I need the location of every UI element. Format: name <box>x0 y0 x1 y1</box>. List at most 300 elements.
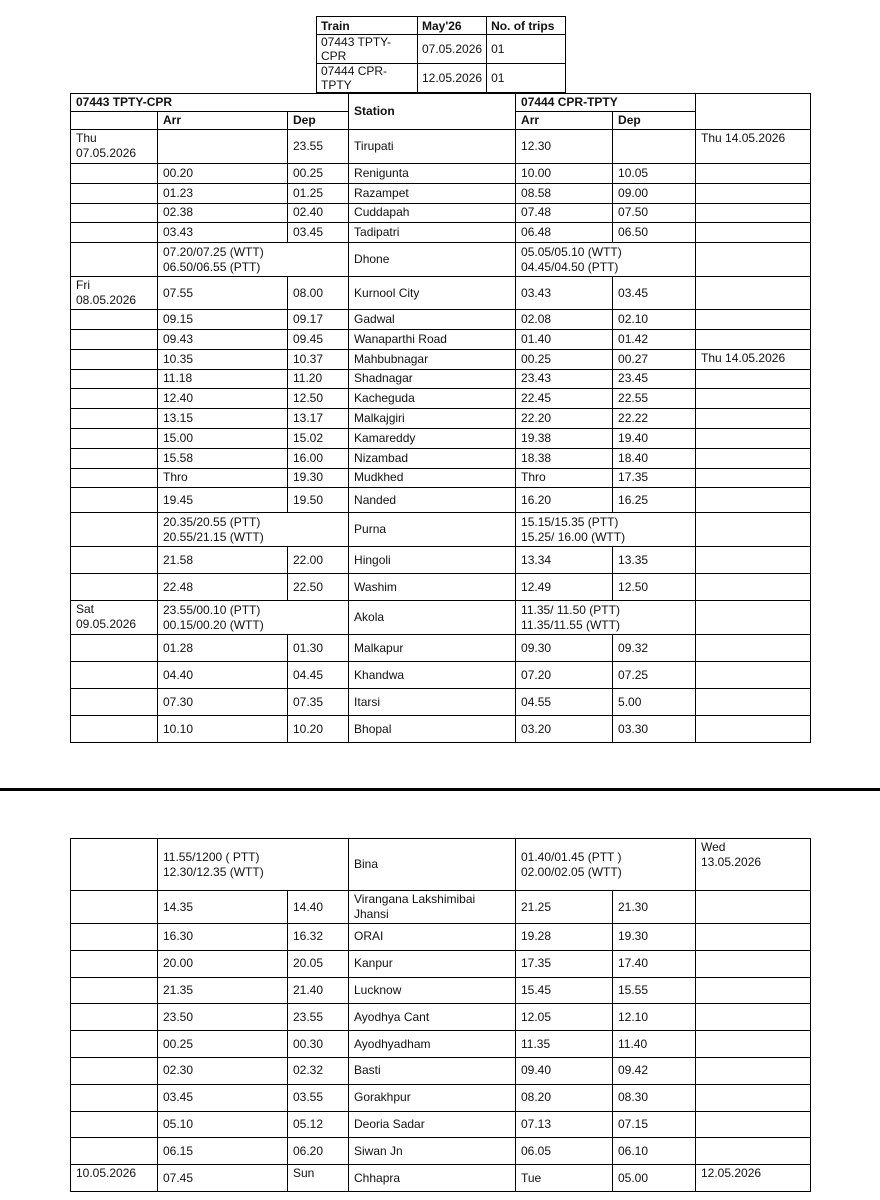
down-dep-cell: 22.55 <box>613 389 696 409</box>
up-dep-cell: 08.00 <box>288 277 349 310</box>
up-arr-cell: 02.38 <box>158 203 288 223</box>
down-arr-cell: 08.20 <box>516 1084 613 1111</box>
timetable-row <box>71 488 811 513</box>
down-dep-cell: 03.30 <box>613 716 696 743</box>
up-day-cell <box>71 689 158 716</box>
down-day-cell <box>696 448 811 468</box>
up-dep-cell: 11.20 <box>288 369 349 389</box>
down-day-cell <box>696 468 811 488</box>
down-day-cell <box>696 389 811 409</box>
station-cell: Chhapra <box>349 1165 516 1192</box>
up-dep-cell: 09.45 <box>288 329 349 349</box>
up-dep-cell: 02.32 <box>288 1057 349 1084</box>
station-cell: Siwan Jn <box>349 1138 516 1165</box>
station-cell: Lucknow <box>349 977 516 1004</box>
up-dep-cell: 19.50 <box>288 488 349 513</box>
down-day-cell <box>696 1138 811 1165</box>
up-day-cell: Sat 09.05.2026 <box>71 601 158 635</box>
up-day-cell <box>71 1057 158 1084</box>
up-dep-cell: 10.37 <box>288 349 349 369</box>
timetable-row <box>71 223 811 243</box>
up-day-cell <box>71 635 158 662</box>
up-arr-cell: 20.35/20.55 (PTT) 20.55/21.15 (WTT) <box>158 513 349 547</box>
up-day-cell <box>71 1004 158 1031</box>
summary-table <box>316 16 566 93</box>
up-day-cell <box>71 409 158 429</box>
up-arr-cell: 07.55 <box>158 277 288 310</box>
up-day-cell <box>71 513 158 547</box>
up-arr-cell: 10.35 <box>158 349 288 369</box>
station-cell: Deoria Sadar <box>349 1111 516 1138</box>
up-dep-cell: 00.25 <box>288 164 349 184</box>
timetable-row <box>71 574 811 601</box>
station-cell: Bina <box>349 839 516 891</box>
timetable-row <box>71 1138 811 1165</box>
down-arr-header: Arr <box>516 112 613 130</box>
timetable-row <box>71 977 811 1004</box>
down-arr-cell: 10.00 <box>516 164 613 184</box>
down-dep-cell: 05.00 <box>613 1165 696 1192</box>
up-arr-cell: Thro <box>158 468 288 488</box>
up-arr-cell: 15.00 <box>158 428 288 448</box>
down-arr-cell: 17.35 <box>516 950 613 977</box>
down-day-cell <box>696 891 811 924</box>
down-dep-cell: 09.42 <box>613 1057 696 1084</box>
up-dep-cell: 07.35 <box>288 689 349 716</box>
up-dep-cell: 15.02 <box>288 428 349 448</box>
up-dep-header: Dep <box>288 112 349 130</box>
up-arr-cell: 00.20 <box>158 164 288 184</box>
up-day-cell <box>71 243 158 277</box>
down-arr-cell: 22.45 <box>516 389 613 409</box>
down-day-cell <box>696 1057 811 1084</box>
up-day-cell: 10.05.2026 <box>71 1165 158 1192</box>
up-arr-cell: 00.25 <box>158 1031 288 1058</box>
down-arr-cell: 06.48 <box>516 223 613 243</box>
down-day-cell <box>696 601 811 635</box>
up-arr-cell <box>158 130 288 164</box>
down-arr-cell: Tue <box>516 1165 613 1192</box>
up-dep-cell: 22.50 <box>288 574 349 601</box>
station-cell: Ayodhya Cant <box>349 1004 516 1031</box>
up-day-cell <box>71 1138 158 1165</box>
timetable-row <box>71 277 811 310</box>
up-day-cell <box>71 468 158 488</box>
station-cell: Mahbubnagar <box>349 349 516 369</box>
up-dep-cell: 06.20 <box>288 1138 349 1165</box>
up-day-cell <box>71 428 158 448</box>
summary-trips: 01 <box>487 64 566 93</box>
station-cell: Dhone <box>349 243 516 277</box>
station-cell: Kamareddy <box>349 428 516 448</box>
up-dep-cell: 16.32 <box>288 924 349 951</box>
station-cell: Nanded <box>349 488 516 513</box>
station-cell: Wanaparthi Road <box>349 329 516 349</box>
down-arr-cell: 19.38 <box>516 428 613 448</box>
timetable-row <box>71 369 811 389</box>
down-day-cell <box>696 329 811 349</box>
down-arr-cell: 07.48 <box>516 203 613 223</box>
station-cell: Malkapur <box>349 635 516 662</box>
down-arr-cell: 21.25 <box>516 891 613 924</box>
up-day-cell: Fri 08.05.2026 <box>71 277 158 310</box>
timetable-row <box>71 635 811 662</box>
up-arr-cell: 02.30 <box>158 1057 288 1084</box>
timetable-row <box>71 1111 811 1138</box>
timetable-row <box>71 924 811 951</box>
up-dep-cell: 21.40 <box>288 977 349 1004</box>
timetable-row <box>71 662 811 689</box>
up-dep-cell: 01.30 <box>288 635 349 662</box>
down-day-cell <box>696 547 811 574</box>
up-day-header <box>71 112 158 130</box>
timetable-row <box>71 891 811 924</box>
down-arr-cell: 01.40/01.45 (PTT ) 02.00/02.05 (WTT) <box>516 839 696 891</box>
up-arr-cell: 12.40 <box>158 389 288 409</box>
down-day-cell <box>696 428 811 448</box>
down-dep-cell: 10.05 <box>613 164 696 184</box>
down-arr-cell: 12.30 <box>516 130 613 164</box>
up-dep-cell: 20.05 <box>288 950 349 977</box>
up-arr-cell: 01.23 <box>158 183 288 203</box>
timetable-row <box>71 164 811 184</box>
down-day-cell <box>696 183 811 203</box>
station-cell: Tadipatri <box>349 223 516 243</box>
up-arr-cell: 07.20/07.25 (WTT) 06.50/06.55 (PTT) <box>158 243 349 277</box>
down-day-cell: Wed 13.05.2026 <box>696 839 811 891</box>
up-arr-cell: 11.55/1200 ( PTT) 12.30/12.35 (WTT) <box>158 839 349 891</box>
timetable-row <box>71 689 811 716</box>
summary-date: 07.05.2026 <box>418 35 487 64</box>
up-day-cell <box>71 1084 158 1111</box>
down-dep-cell: 12.50 <box>613 574 696 601</box>
up-dep-cell: 09.17 <box>288 310 349 330</box>
summary-header-train: Train <box>317 17 418 35</box>
page-separator <box>0 788 880 791</box>
down-day-cell <box>696 716 811 743</box>
down-day-cell: Thu 14.05.2026 <box>696 130 811 164</box>
station-cell: Bhopal <box>349 716 516 743</box>
down-dep-cell: 06.50 <box>613 223 696 243</box>
up-arr-cell: 03.45 <box>158 1084 288 1111</box>
down-arr-cell: 04.55 <box>516 689 613 716</box>
up-dep-cell: 14.40 <box>288 891 349 924</box>
down-dep-cell: 09.00 <box>613 183 696 203</box>
up-arr-cell: 05.10 <box>158 1111 288 1138</box>
up-arr-cell: 15.58 <box>158 448 288 468</box>
down-dep-cell: 15.55 <box>613 977 696 1004</box>
up-day-cell <box>71 389 158 409</box>
up-arr-cell: 14.35 <box>158 891 288 924</box>
up-arr-cell: 07.45 <box>158 1165 288 1192</box>
down-day-cell <box>696 513 811 547</box>
station-cell: Tirupati <box>349 130 516 164</box>
summary-header-month: May'26 <box>418 17 487 35</box>
up-dep-cell: 19.30 <box>288 468 349 488</box>
up-dep-cell: 01.25 <box>288 183 349 203</box>
timetable-row <box>71 1165 811 1192</box>
down-arr-cell: 06.05 <box>516 1138 613 1165</box>
station-cell: ORAI <box>349 924 516 951</box>
down-arr-cell: 02.08 <box>516 310 613 330</box>
up-day-cell <box>71 891 158 924</box>
down-arr-cell: 09.30 <box>516 635 613 662</box>
down-dep-header: Dep <box>613 112 696 130</box>
down-day-cell <box>696 689 811 716</box>
station-cell: Washim <box>349 574 516 601</box>
up-day-cell <box>71 448 158 468</box>
up-arr-cell: 04.40 <box>158 662 288 689</box>
down-dep-cell: 19.40 <box>613 428 696 448</box>
summary-header-trips: No. of trips <box>487 17 566 35</box>
timetable-row <box>71 547 811 574</box>
up-arr-cell: 23.55/00.10 (PTT) 00.15/00.20 (WTT) <box>158 601 349 635</box>
up-dep-cell: 00.30 <box>288 1031 349 1058</box>
down-arr-cell: 07.20 <box>516 662 613 689</box>
up-dep-cell: 02.40 <box>288 203 349 223</box>
station-cell: Basti <box>349 1057 516 1084</box>
station-cell: Itarsi <box>349 689 516 716</box>
down-arr-cell: 05.05/05.10 (WTT) 04.45/04.50 (PTT) <box>516 243 696 277</box>
station-cell: Nizambad <box>349 448 516 468</box>
up-dep-cell: 23.55 <box>288 1004 349 1031</box>
summary-train: 07444 CPR-TPTY <box>317 64 418 93</box>
down-dep-cell: 23.45 <box>613 369 696 389</box>
down-day-cell <box>696 950 811 977</box>
down-arr-cell: 18.38 <box>516 448 613 468</box>
down-arr-cell: 22.20 <box>516 409 613 429</box>
down-dep-cell: 17.35 <box>613 468 696 488</box>
station-cell: Ayodhyadham <box>349 1031 516 1058</box>
station-cell: Razampet <box>349 183 516 203</box>
up-day-cell <box>71 488 158 513</box>
timetable-row <box>71 839 811 891</box>
station-cell: Hingoli <box>349 547 516 574</box>
summary-row <box>317 35 566 64</box>
up-day-cell <box>71 547 158 574</box>
up-arr-cell: 10.10 <box>158 716 288 743</box>
down-day-cell <box>696 924 811 951</box>
up-arr-cell: 19.45 <box>158 488 288 513</box>
timetable-row <box>71 203 811 223</box>
up-dep-cell: 22.00 <box>288 547 349 574</box>
down-dep-cell: 16.25 <box>613 488 696 513</box>
down-dep-cell: 02.10 <box>613 310 696 330</box>
down-day-cell: Thu 14.05.2026 <box>696 349 811 369</box>
up-dep-cell: 05.12 <box>288 1111 349 1138</box>
station-cell: Mudkhed <box>349 468 516 488</box>
down-arr-cell: 03.20 <box>516 716 613 743</box>
up-day-cell <box>71 369 158 389</box>
up-arr-cell: 11.18 <box>158 369 288 389</box>
up-dep-cell: Sun <box>288 1165 349 1192</box>
down-dep-cell: 09.32 <box>613 635 696 662</box>
down-day-cell <box>696 1004 811 1031</box>
up-arr-header: Arr <box>158 112 288 130</box>
down-day-cell <box>696 310 811 330</box>
up-arr-cell: 07.30 <box>158 689 288 716</box>
station-cell: Kanpur <box>349 950 516 977</box>
timetable-row <box>71 243 811 277</box>
timetable-row <box>71 601 811 635</box>
down-day-cell <box>696 1084 811 1111</box>
down-dep-cell: 12.10 <box>613 1004 696 1031</box>
station-cell: Akola <box>349 601 516 635</box>
timetable-row <box>71 428 811 448</box>
down-arr-cell: 03.43 <box>516 277 613 310</box>
down-dep-cell: 07.25 <box>613 662 696 689</box>
timetable-row <box>71 183 811 203</box>
timetable-row <box>71 349 811 369</box>
down-day-cell <box>696 977 811 1004</box>
down-day-cell <box>696 574 811 601</box>
up-arr-cell: 22.48 <box>158 574 288 601</box>
down-day-cell <box>696 277 811 310</box>
down-train-name: 07444 CPR-TPTY <box>516 94 696 112</box>
station-cell: Gadwal <box>349 310 516 330</box>
down-dep-cell: 18.40 <box>613 448 696 468</box>
up-arr-cell: 20.00 <box>158 950 288 977</box>
timetable-row <box>71 1004 811 1031</box>
down-dep-cell: 11.40 <box>613 1031 696 1058</box>
down-arr-cell: 23.43 <box>516 369 613 389</box>
down-arr-cell: 11.35 <box>516 1031 613 1058</box>
down-dep-cell: 06.10 <box>613 1138 696 1165</box>
down-arr-cell: 12.05 <box>516 1004 613 1031</box>
down-arr-cell: 12.49 <box>516 574 613 601</box>
down-day-cell <box>696 223 811 243</box>
station-column-header: Station <box>349 94 516 130</box>
up-dep-cell: 10.20 <box>288 716 349 743</box>
down-dep-cell: 13.35 <box>613 547 696 574</box>
down-day-cell <box>696 203 811 223</box>
up-day-cell <box>71 662 158 689</box>
down-day-cell <box>696 369 811 389</box>
up-arr-cell: 01.28 <box>158 635 288 662</box>
timetable-row <box>71 1084 811 1111</box>
up-train-name: 07443 TPTY-CPR <box>71 94 349 112</box>
station-cell: Purna <box>349 513 516 547</box>
station-cell: Cuddapah <box>349 203 516 223</box>
up-day-cell <box>71 977 158 1004</box>
timetable-row <box>71 468 811 488</box>
timetable-row <box>71 310 811 330</box>
up-day-cell <box>71 1031 158 1058</box>
down-day-cell <box>696 164 811 184</box>
up-day-cell <box>71 924 158 951</box>
down-arr-cell: 19.28 <box>516 924 613 951</box>
up-day-cell <box>71 329 158 349</box>
up-day-cell: Thu 07.05.2026 <box>71 130 158 164</box>
timetable-row <box>71 950 811 977</box>
timetable-row <box>71 389 811 409</box>
up-dep-cell: 03.45 <box>288 223 349 243</box>
down-arr-cell: 15.45 <box>516 977 613 1004</box>
timetable-train-header-row <box>71 94 811 112</box>
down-dep-cell: 22.22 <box>613 409 696 429</box>
down-day-header <box>696 94 811 130</box>
station-cell: Kurnool City <box>349 277 516 310</box>
timetable-row <box>71 130 811 164</box>
down-day-cell: 12.05.2026 <box>696 1165 811 1192</box>
up-arr-cell: 06.15 <box>158 1138 288 1165</box>
down-day-cell <box>696 1031 811 1058</box>
up-day-cell <box>71 716 158 743</box>
timetable-row <box>71 329 811 349</box>
up-arr-cell: 23.50 <box>158 1004 288 1031</box>
up-dep-cell: 04.45 <box>288 662 349 689</box>
station-cell: Kacheguda <box>349 389 516 409</box>
down-arr-cell: 13.34 <box>516 547 613 574</box>
up-day-cell <box>71 183 158 203</box>
down-dep-cell <box>613 130 696 164</box>
down-dep-cell: 07.50 <box>613 203 696 223</box>
down-arr-cell: 09.40 <box>516 1057 613 1084</box>
timetable-part-1 <box>70 93 811 743</box>
up-day-cell <box>71 203 158 223</box>
down-day-cell <box>696 488 811 513</box>
down-day-cell <box>696 1111 811 1138</box>
down-arr-cell: 01.40 <box>516 329 613 349</box>
down-arr-cell: 16.20 <box>516 488 613 513</box>
timetable-row <box>71 513 811 547</box>
station-cell: Khandwa <box>349 662 516 689</box>
up-arr-cell: 13.15 <box>158 409 288 429</box>
up-day-cell <box>71 310 158 330</box>
timetable-row <box>71 716 811 743</box>
down-dep-cell: 5.00 <box>613 689 696 716</box>
down-day-cell <box>696 635 811 662</box>
down-dep-cell: 19.30 <box>613 924 696 951</box>
up-dep-cell: 13.17 <box>288 409 349 429</box>
station-cell: Malkajgiri <box>349 409 516 429</box>
summary-header-row <box>317 17 566 35</box>
down-dep-cell: 03.45 <box>613 277 696 310</box>
up-day-cell <box>71 839 158 891</box>
up-arr-cell: 16.30 <box>158 924 288 951</box>
down-dep-cell: 00.27 <box>613 349 696 369</box>
down-dep-cell: 01.42 <box>613 329 696 349</box>
down-arr-cell: Thro <box>516 468 613 488</box>
down-arr-cell: 07.13 <box>516 1111 613 1138</box>
summary-date: 12.05.2026 <box>418 64 487 93</box>
up-day-cell <box>71 223 158 243</box>
down-day-cell <box>696 243 811 277</box>
up-dep-cell: 23.55 <box>288 130 349 164</box>
up-day-cell <box>71 164 158 184</box>
up-day-cell <box>71 574 158 601</box>
down-day-cell <box>696 409 811 429</box>
down-arr-cell: 08.58 <box>516 183 613 203</box>
down-day-cell <box>696 662 811 689</box>
up-day-cell <box>71 950 158 977</box>
station-cell: Renigunta <box>349 164 516 184</box>
down-arr-cell: 15.15/15.35 (PTT) 15.25/ 16.00 (WTT) <box>516 513 696 547</box>
up-arr-cell: 03.43 <box>158 223 288 243</box>
timetable-part-2 <box>70 838 811 1192</box>
summary-row <box>317 64 566 93</box>
up-dep-cell: 16.00 <box>288 448 349 468</box>
down-arr-cell: 11.35/ 11.50 (PTT) 11.35/11.55 (WTT) <box>516 601 696 635</box>
up-dep-cell: 03.55 <box>288 1084 349 1111</box>
timetable-row <box>71 448 811 468</box>
down-dep-cell: 08.30 <box>613 1084 696 1111</box>
down-dep-cell: 17.40 <box>613 950 696 977</box>
timetable-row <box>71 1057 811 1084</box>
up-dep-cell: 12.50 <box>288 389 349 409</box>
down-dep-cell: 07.15 <box>613 1111 696 1138</box>
timetable-row <box>71 409 811 429</box>
